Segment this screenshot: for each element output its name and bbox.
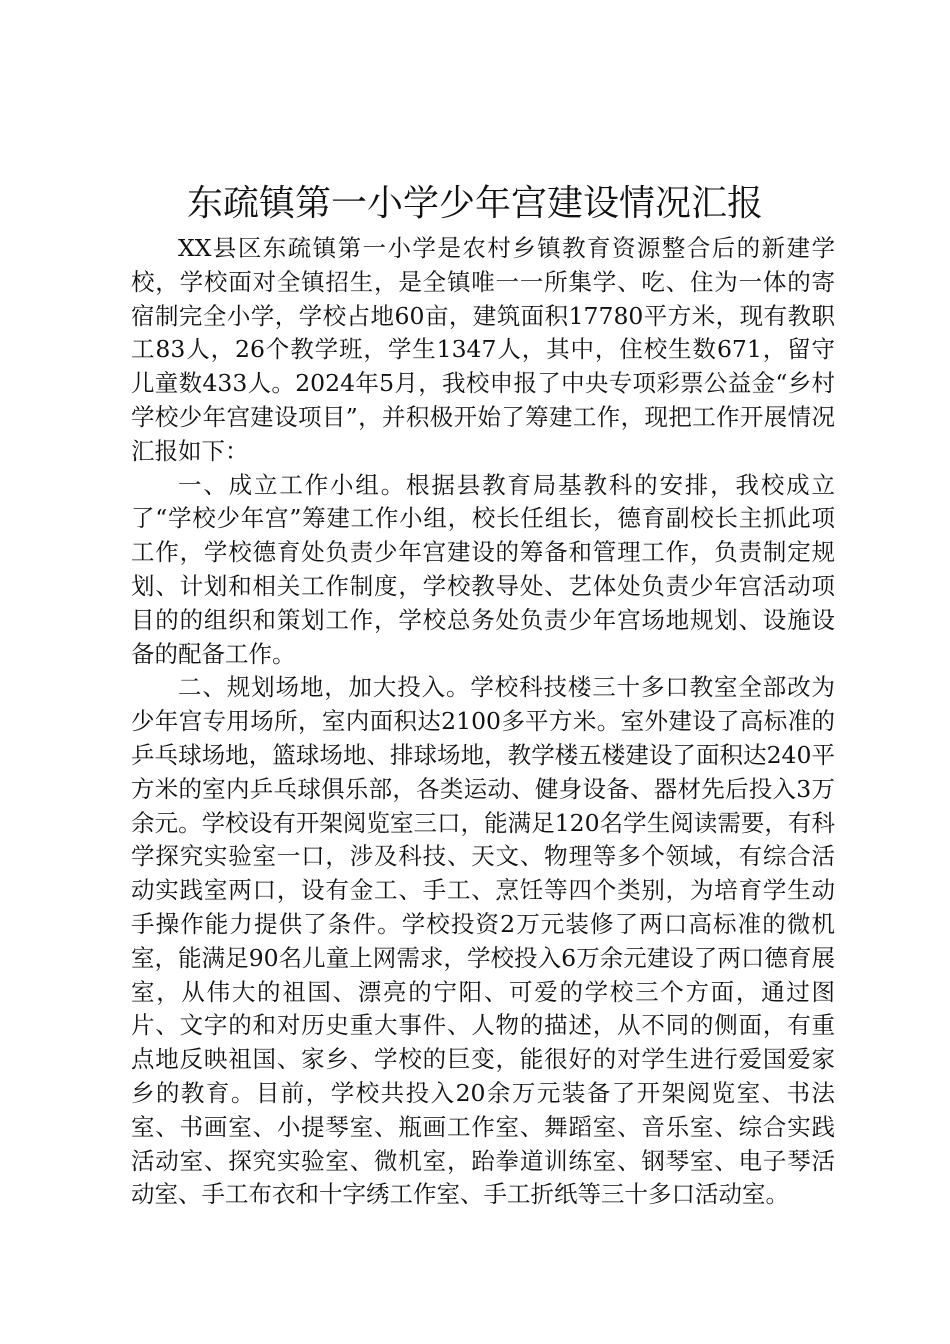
document-title: 东疏镇第一小学少年宫建设情况汇报 xyxy=(186,183,763,224)
paragraph-venue-investment: 二、规划场地，加大投入。学校科技楼三十多口教室全部改为少年宫专用场所，室内面积达2100多平方米。室外建设了高标准的乒乓球场地，篮球场地、排球场地，教学楼五楼建设了面积达240平方米的室内乒乓球俱乐部，各类运动、健身设备、器材先后投入3万余元。学校设有开架阅览室三口，能满足120名学生阅读需要，有科学探究实验室一口，涉及科技、天文、物理等多个领域，有综合活动实践室两口，设有金工、手工、烹饪等四个类别，为培育学生动手操作能力提供了条件。学校投资2万元装修了两口高标准的微机室，能满足90名儿童上网需求，学校投入6万余元建设了两口德育展室，从伟大的祖国、漂亮的宁阳、可爱的学校三个方面，通过图片、文字的和对历史重大事件、人物的描述，从不同的侧面，有重点地反映祖国、家乡、学校的巨变，能很好的对学生进行爱国爱家乡的教育。目前，学校共投入20余万元装备了开架阅览室、书法室、书画室、小提琴室、瓶画工作室、舞蹈室、音乐室、综合实践活动室、探究实验室、微机室，跆拳道训练室、钢琴室、电子琴活动室、手工布衣和十字绣工作室、手工折纸等三十多口活动室。 xyxy=(131,673,835,1209)
paragraph-intro: XX县区东疏镇第一小学是农村乡镇教育资源整合后的新建学校，学校面对全镇招生，是全镇唯一一所集学、吃、住为一体的寄宿制完全小学，学校占地60亩，建筑面积17780平方米，现有教职工83人，26个教学班，学生1347人，其中，住校生数671，留守儿童数433人。2024年5月，我校申报了中央专项彩票公益金“乡村学校少年宫建设项目”，并积极开始了筹建工作，现把工作开展情况汇报如下： xyxy=(131,234,835,465)
document-body xyxy=(131,232,835,1212)
paragraph-working-group: 一、成立工作小组。根据县教育局基教科的安排，我校成立了“学校少年宫”筹建工作小组，校长任组长，德育副校长主抓此项工作，学校德育处负责少年宫建设的筹备和管理工作，负责制定规划、计划和相关工作制度，学校教导处、艺体处负责少年宫活动项目的的组织和策划工作，学校总务处负责少年宫场地规划、设施设备的配备工作。 xyxy=(131,470,835,668)
